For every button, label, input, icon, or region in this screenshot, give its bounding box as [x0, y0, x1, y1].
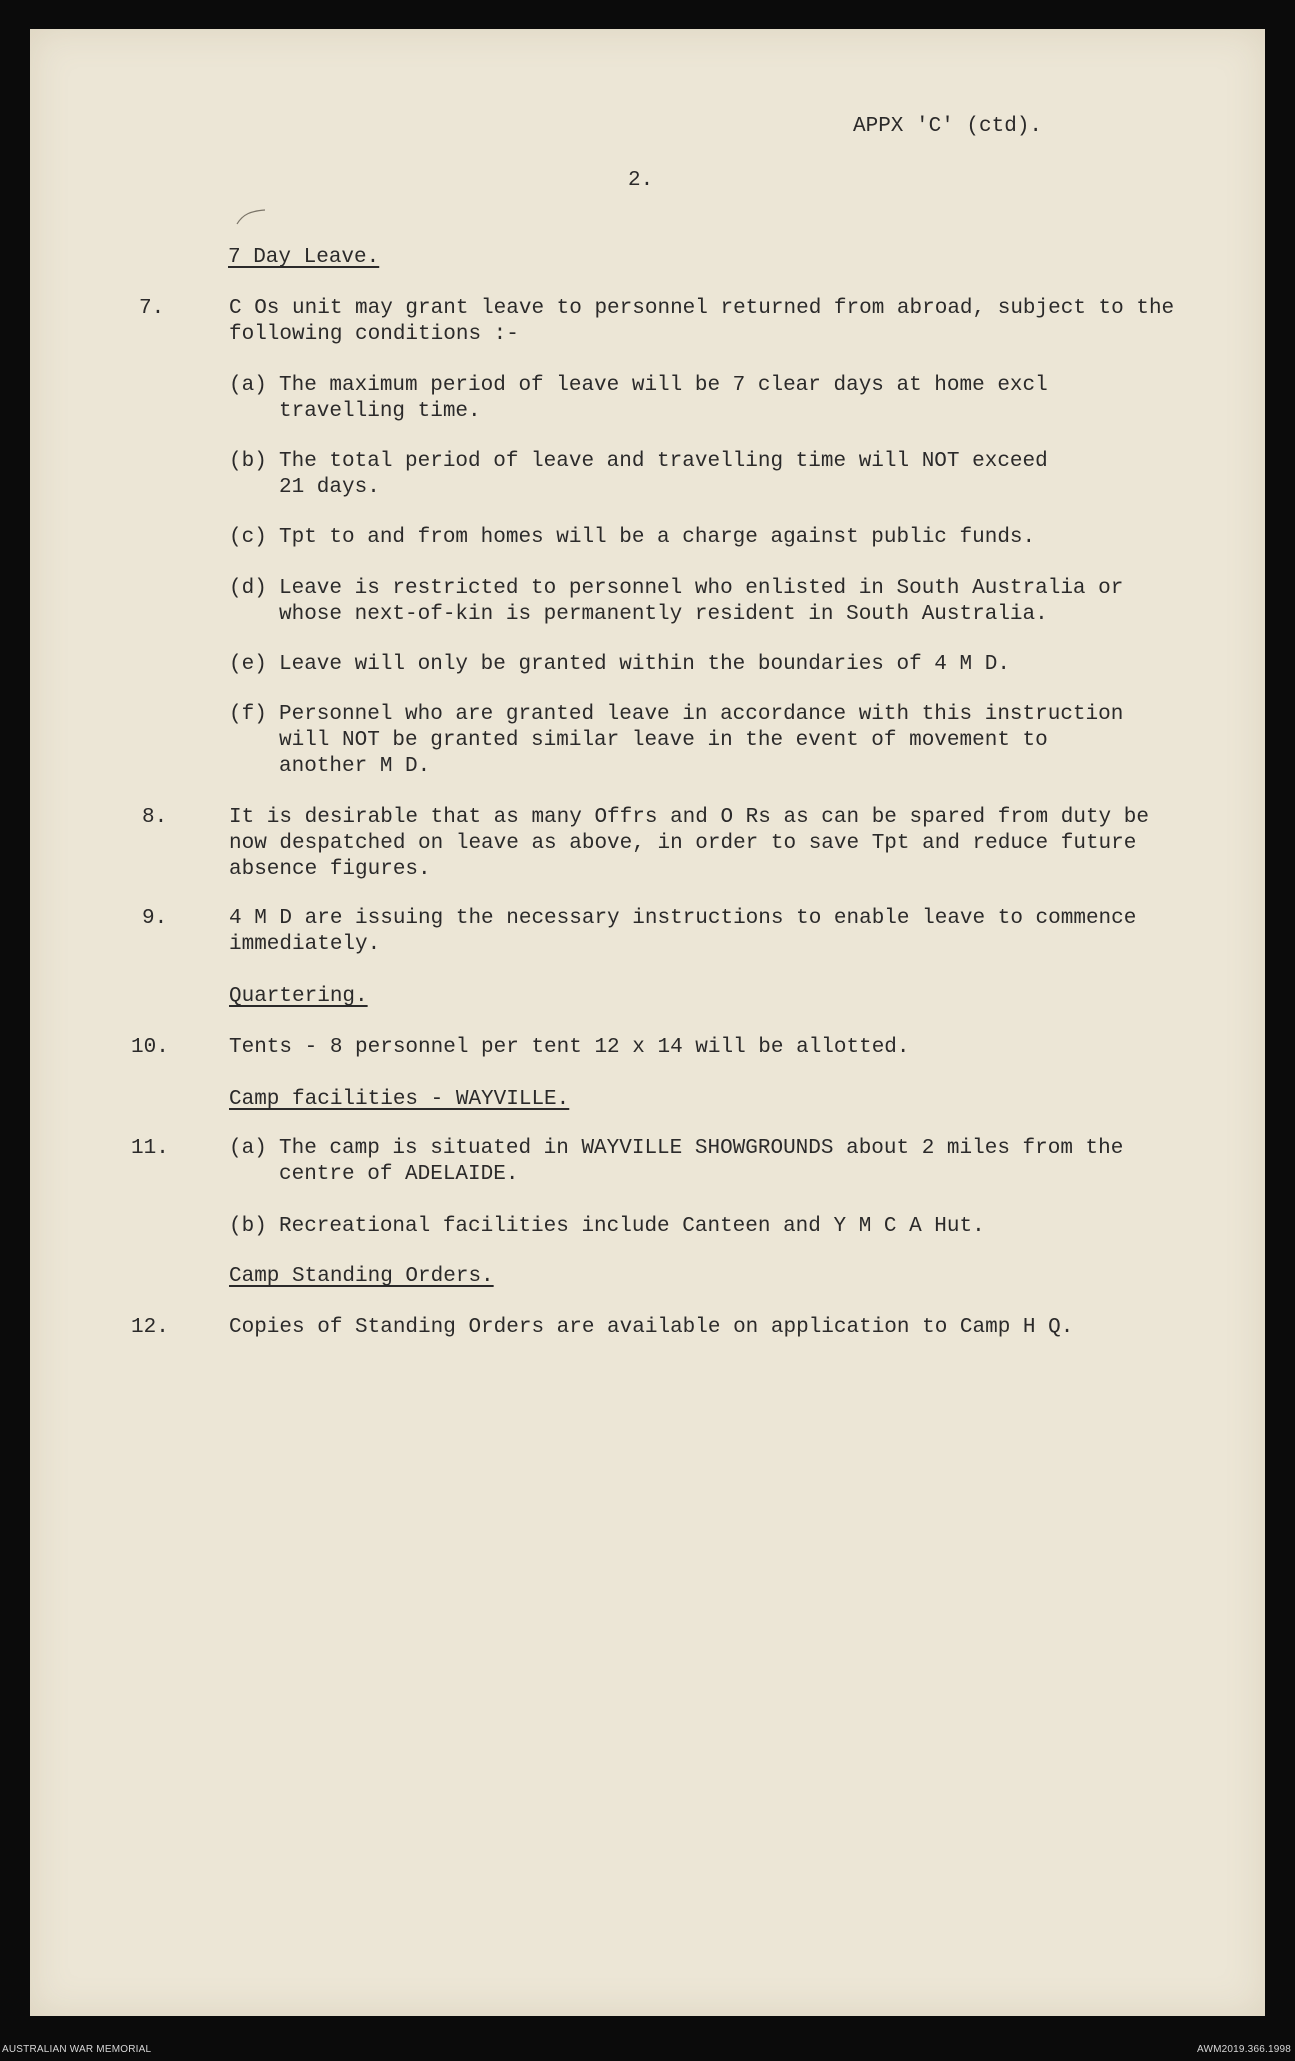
para-8-number: 8.	[142, 806, 168, 829]
item-c-line-1: Tpt to and from homes will be a charge against public funds.	[279, 526, 1036, 549]
pencil-mark	[235, 208, 267, 226]
item-a-line-1: The maximum period of leave will be 7 clear days at home excl	[279, 374, 1048, 397]
para-11-b-label: (b)	[229, 1215, 267, 1238]
item-f-label: (f)	[229, 703, 267, 726]
item-d-label: (d)	[229, 577, 267, 600]
para-8-line-2: now despatched on leave as above, in order to save Tpt and reduce future	[229, 832, 1137, 855]
para-11-number: 11.	[131, 1137, 169, 1160]
item-a-line-2: travelling time.	[279, 400, 481, 423]
item-b-line-2: 21 days.	[279, 476, 380, 499]
item-f-line-1: Personnel who are granted leave in accordance with this instruction	[279, 703, 1124, 726]
item-b-line-1: The total period of leave and travelling time will NOT exceed	[279, 450, 1048, 473]
item-d-line-1: Leave is restricted to personnel who enlisted in South Australia or	[279, 577, 1124, 600]
para-7-line-1: C Os unit may grant leave to personnel returned from abroad, subject to the	[229, 297, 1175, 320]
item-d-line-2: whose next-of-kin is permanently resident in South Australia.	[279, 603, 1048, 626]
footer-accession-number: AWM2019.366.1998	[1196, 2044, 1291, 2055]
item-c-label: (c)	[229, 526, 267, 549]
section-heading-camp-facilities: Camp facilities - WAYVILLE.	[229, 1088, 570, 1111]
page-number: 2.	[628, 169, 654, 192]
para-7-number: 7.	[139, 297, 165, 320]
para-11-a-label: (a)	[229, 1137, 267, 1160]
section-heading-standing-orders: Camp Standing Orders.	[229, 1265, 494, 1288]
section-heading-leave: 7 Day Leave.	[228, 246, 380, 269]
appendix-reference: APPX 'C' (ctd).	[853, 115, 1043, 138]
para-11-a-line-1: The camp is situated in WAYVILLE SHOWGROUNDS about 2 miles from the	[279, 1137, 1124, 1160]
para-12-line-1: Copies of Standing Orders are available on application to Camp H Q.	[229, 1316, 1074, 1339]
item-f-line-2: will NOT be granted similar leave in the event of movement to	[279, 729, 1048, 752]
section-heading-quartering: Quartering.	[229, 985, 368, 1008]
para-9-line-1: 4 M D are issuing the necessary instructions to enable leave to commence	[229, 907, 1137, 930]
item-e-label: (e)	[229, 653, 267, 676]
footer-institution: AUSTRALIAN WAR MEMORIAL	[2, 2044, 152, 2055]
para-11-b-line-1: Recreational facilities include Canteen and Y M C A Hut.	[279, 1215, 985, 1238]
item-b-label: (b)	[229, 450, 267, 473]
document-page	[30, 29, 1265, 2016]
para-8-line-1: It is desirable that as many Offrs and O Rs as can be spared from duty be	[229, 806, 1149, 829]
para-9-number: 9.	[142, 907, 168, 930]
para-10-number: 10.	[131, 1036, 169, 1059]
para-10-line-1: Tents - 8 personnel per tent 12 x 14 will be allotted.	[229, 1036, 910, 1059]
item-a-label: (a)	[229, 374, 267, 397]
item-e-line-1: Leave will only be granted within the boundaries of 4 M D.	[279, 653, 1010, 676]
item-f-line-3: another M D.	[279, 755, 431, 778]
para-12-number: 12.	[131, 1316, 169, 1339]
para-7-line-2: following conditions :-	[229, 323, 519, 346]
para-9-line-2: immediately.	[229, 933, 381, 956]
para-8-line-3: absence figures.	[229, 858, 431, 881]
para-11-a-line-2: centre of ADELAIDE.	[279, 1163, 519, 1186]
